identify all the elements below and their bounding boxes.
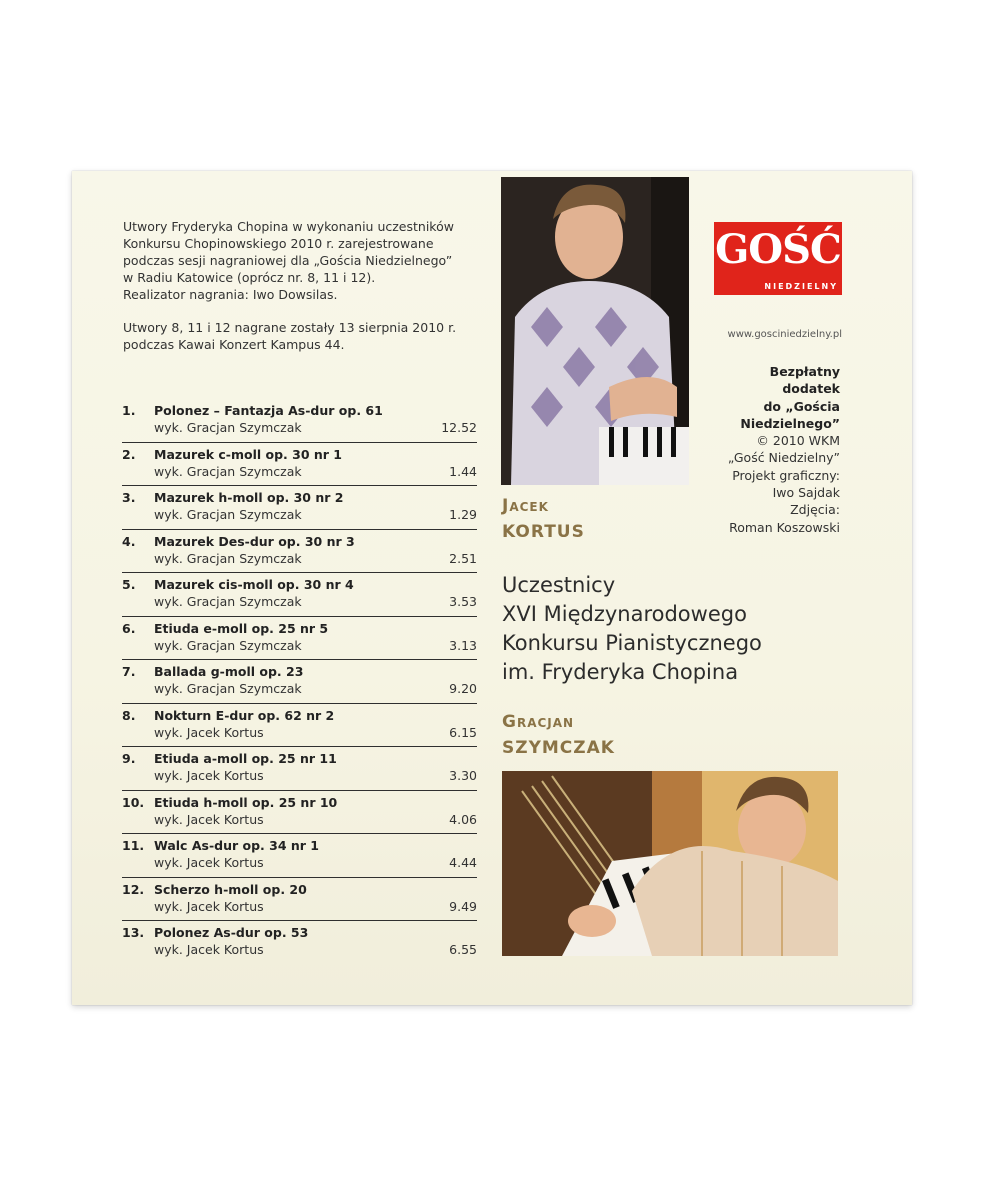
intro-paragraph-1 bbox=[123, 218, 483, 303]
track-row bbox=[122, 617, 477, 661]
track-title: Polonez As-dur op. 53 bbox=[154, 925, 309, 940]
logo-title: GOŚĆ bbox=[715, 226, 841, 273]
track-title: Mazurek h-moll op. 30 nr 2 bbox=[154, 490, 344, 505]
track-duration: 3.30 bbox=[449, 768, 477, 783]
track-duration: 1.29 bbox=[449, 507, 477, 522]
track-title: Nokturn E-dur op. 62 nr 2 bbox=[154, 707, 335, 723]
credits-line: do „Gościa bbox=[763, 398, 840, 414]
track-row bbox=[122, 660, 477, 704]
photo-jacek-kortus bbox=[501, 177, 689, 485]
track-duration: 6.15 bbox=[449, 724, 477, 740]
intro-line: podczas sesji nagraniowej dla „Gościa Niedzielnego” bbox=[123, 253, 453, 268]
track-duration: 12.52 bbox=[441, 420, 477, 435]
track-duration: 4.06 bbox=[449, 811, 477, 827]
photo-gracjan-szymczak bbox=[502, 771, 838, 956]
track-row bbox=[122, 791, 477, 835]
cd-sleeve bbox=[72, 171, 912, 1005]
track-performer: wyk. Jacek Kortus bbox=[154, 898, 264, 914]
track-number: 7. bbox=[122, 664, 136, 679]
track-row bbox=[122, 486, 477, 530]
track-list bbox=[122, 399, 477, 965]
intro-line: Konkursu Chopinowskiego 2010 r. zarejestrowane bbox=[123, 236, 434, 251]
pianist-name-kortus bbox=[502, 493, 585, 545]
portrait-illustration bbox=[501, 177, 689, 485]
track-number: 1. bbox=[122, 403, 136, 418]
pianist-first-name: Gracjan bbox=[502, 712, 575, 732]
pianist-last-name: KORTUS bbox=[502, 522, 585, 542]
intro-paragraph-2 bbox=[123, 319, 483, 353]
intro-line: podczas Kawai Konzert Kampus 44. bbox=[123, 337, 345, 352]
track-row bbox=[122, 747, 477, 791]
track-duration: 6.55 bbox=[449, 942, 477, 957]
track-row bbox=[122, 704, 477, 748]
track-number: 11. bbox=[122, 838, 145, 853]
track-number: 12. bbox=[122, 881, 145, 897]
track-performer: wyk. Gracjan Szymczak bbox=[154, 594, 302, 609]
track-number: 4. bbox=[122, 533, 136, 549]
track-performer: wyk. Gracjan Szymczak bbox=[154, 550, 302, 566]
credits-line: Projekt graficzny: bbox=[732, 467, 840, 483]
track-performer: wyk. Jacek Kortus bbox=[154, 811, 264, 827]
intro-line: w Radiu Katowice (oprócz nr. 8, 11 i 12). bbox=[123, 270, 376, 285]
credits-line: Zdjęcia: bbox=[790, 502, 840, 518]
track-title: Etiuda e-moll op. 25 nr 5 bbox=[154, 620, 329, 636]
track-duration: 9.20 bbox=[449, 681, 477, 696]
track-number: 2. bbox=[122, 446, 136, 462]
portrait-illustration bbox=[502, 771, 838, 956]
track-duration: 3.13 bbox=[449, 637, 477, 653]
pianist-first-name: Jacek bbox=[502, 496, 549, 516]
track-number: 6. bbox=[122, 620, 136, 636]
track-title: Scherzo h-moll op. 20 bbox=[154, 881, 307, 897]
intro-line: Utwory 8, 11 i 12 nagrane zostały 13 sierpnia 2010 r. bbox=[123, 320, 457, 335]
track-title: Mazurek cis-moll op. 30 nr 4 bbox=[154, 577, 354, 592]
subtitle-line: im. Fryderyka Chopina bbox=[502, 660, 739, 684]
track-performer: wyk. Jacek Kortus bbox=[154, 855, 264, 870]
intro-line: Utwory Fryderyka Chopina w wykonaniu uczestników bbox=[123, 219, 454, 234]
track-performer: wyk. Gracjan Szymczak bbox=[154, 463, 302, 479]
logo-subtitle: NIEDZIELNY bbox=[764, 282, 838, 291]
track-number: 13. bbox=[122, 925, 145, 940]
gosc-niedzielny-logo bbox=[714, 222, 842, 295]
track-performer: wyk. Gracjan Szymczak bbox=[154, 681, 302, 696]
credits-line: Roman Koszowski bbox=[729, 519, 840, 535]
credits-line: Bezpłatny bbox=[769, 364, 840, 379]
credits-line: Niedzielnego” bbox=[740, 415, 840, 431]
track-title: Mazurek c-moll op. 30 nr 1 bbox=[154, 446, 342, 462]
track-number: 8. bbox=[122, 707, 136, 723]
track-duration: 3.53 bbox=[449, 594, 477, 609]
credits-line: © 2010 WKM bbox=[756, 433, 840, 449]
track-number: 10. bbox=[122, 794, 145, 810]
track-row bbox=[122, 399, 477, 443]
credits-line: „Gość Niedzielny” bbox=[727, 450, 840, 466]
track-duration: 2.51 bbox=[449, 550, 477, 566]
credits-line: Iwo Sajdak bbox=[772, 485, 840, 501]
website-url: www.gosciniedzielny.pl bbox=[727, 329, 842, 340]
credits-block bbox=[684, 363, 840, 536]
track-row bbox=[122, 443, 477, 487]
intro-text bbox=[123, 218, 483, 369]
track-performer: wyk. Gracjan Szymczak bbox=[154, 507, 302, 522]
track-title: Ballada g-moll op. 23 bbox=[154, 664, 304, 679]
track-row bbox=[122, 834, 477, 878]
track-number: 5. bbox=[122, 577, 136, 592]
track-title: Polonez – Fantazja As-dur op. 61 bbox=[154, 403, 383, 418]
track-row bbox=[122, 530, 477, 574]
track-performer: wyk. Jacek Kortus bbox=[154, 724, 264, 740]
track-title: Walc As-dur op. 34 nr 1 bbox=[154, 838, 319, 853]
track-row bbox=[122, 573, 477, 617]
track-title: Mazurek Des-dur op. 30 nr 3 bbox=[154, 533, 355, 549]
intro-line: Realizator nagrania: Iwo Dowsilas. bbox=[123, 287, 338, 302]
subtitle-line: Konkursu Pianistycznego bbox=[502, 631, 762, 655]
track-title: Etiuda h-moll op. 25 nr 10 bbox=[154, 794, 338, 810]
track-duration: 9.49 bbox=[449, 898, 477, 914]
pianist-name-szymczak bbox=[502, 709, 615, 761]
track-row bbox=[122, 921, 477, 965]
track-duration: 1.44 bbox=[449, 463, 477, 479]
track-title: Etiuda a-moll op. 25 nr 11 bbox=[154, 751, 337, 766]
track-duration: 4.44 bbox=[449, 855, 477, 870]
track-performer: wyk. Jacek Kortus bbox=[154, 768, 264, 783]
track-row bbox=[122, 878, 477, 922]
credits-line: dodatek bbox=[782, 381, 840, 397]
competition-subtitle bbox=[502, 571, 802, 687]
subtitle-line: Uczestnicy bbox=[502, 573, 616, 597]
pianist-last-name: SZYMCZAK bbox=[502, 738, 615, 758]
track-number: 3. bbox=[122, 490, 136, 505]
subtitle-line: XVI Międzynarodowego bbox=[502, 602, 747, 626]
track-performer: wyk. Jacek Kortus bbox=[154, 942, 264, 957]
track-performer: wyk. Gracjan Szymczak bbox=[154, 420, 302, 435]
track-performer: wyk. Gracjan Szymczak bbox=[154, 637, 302, 653]
track-number: 9. bbox=[122, 751, 136, 766]
